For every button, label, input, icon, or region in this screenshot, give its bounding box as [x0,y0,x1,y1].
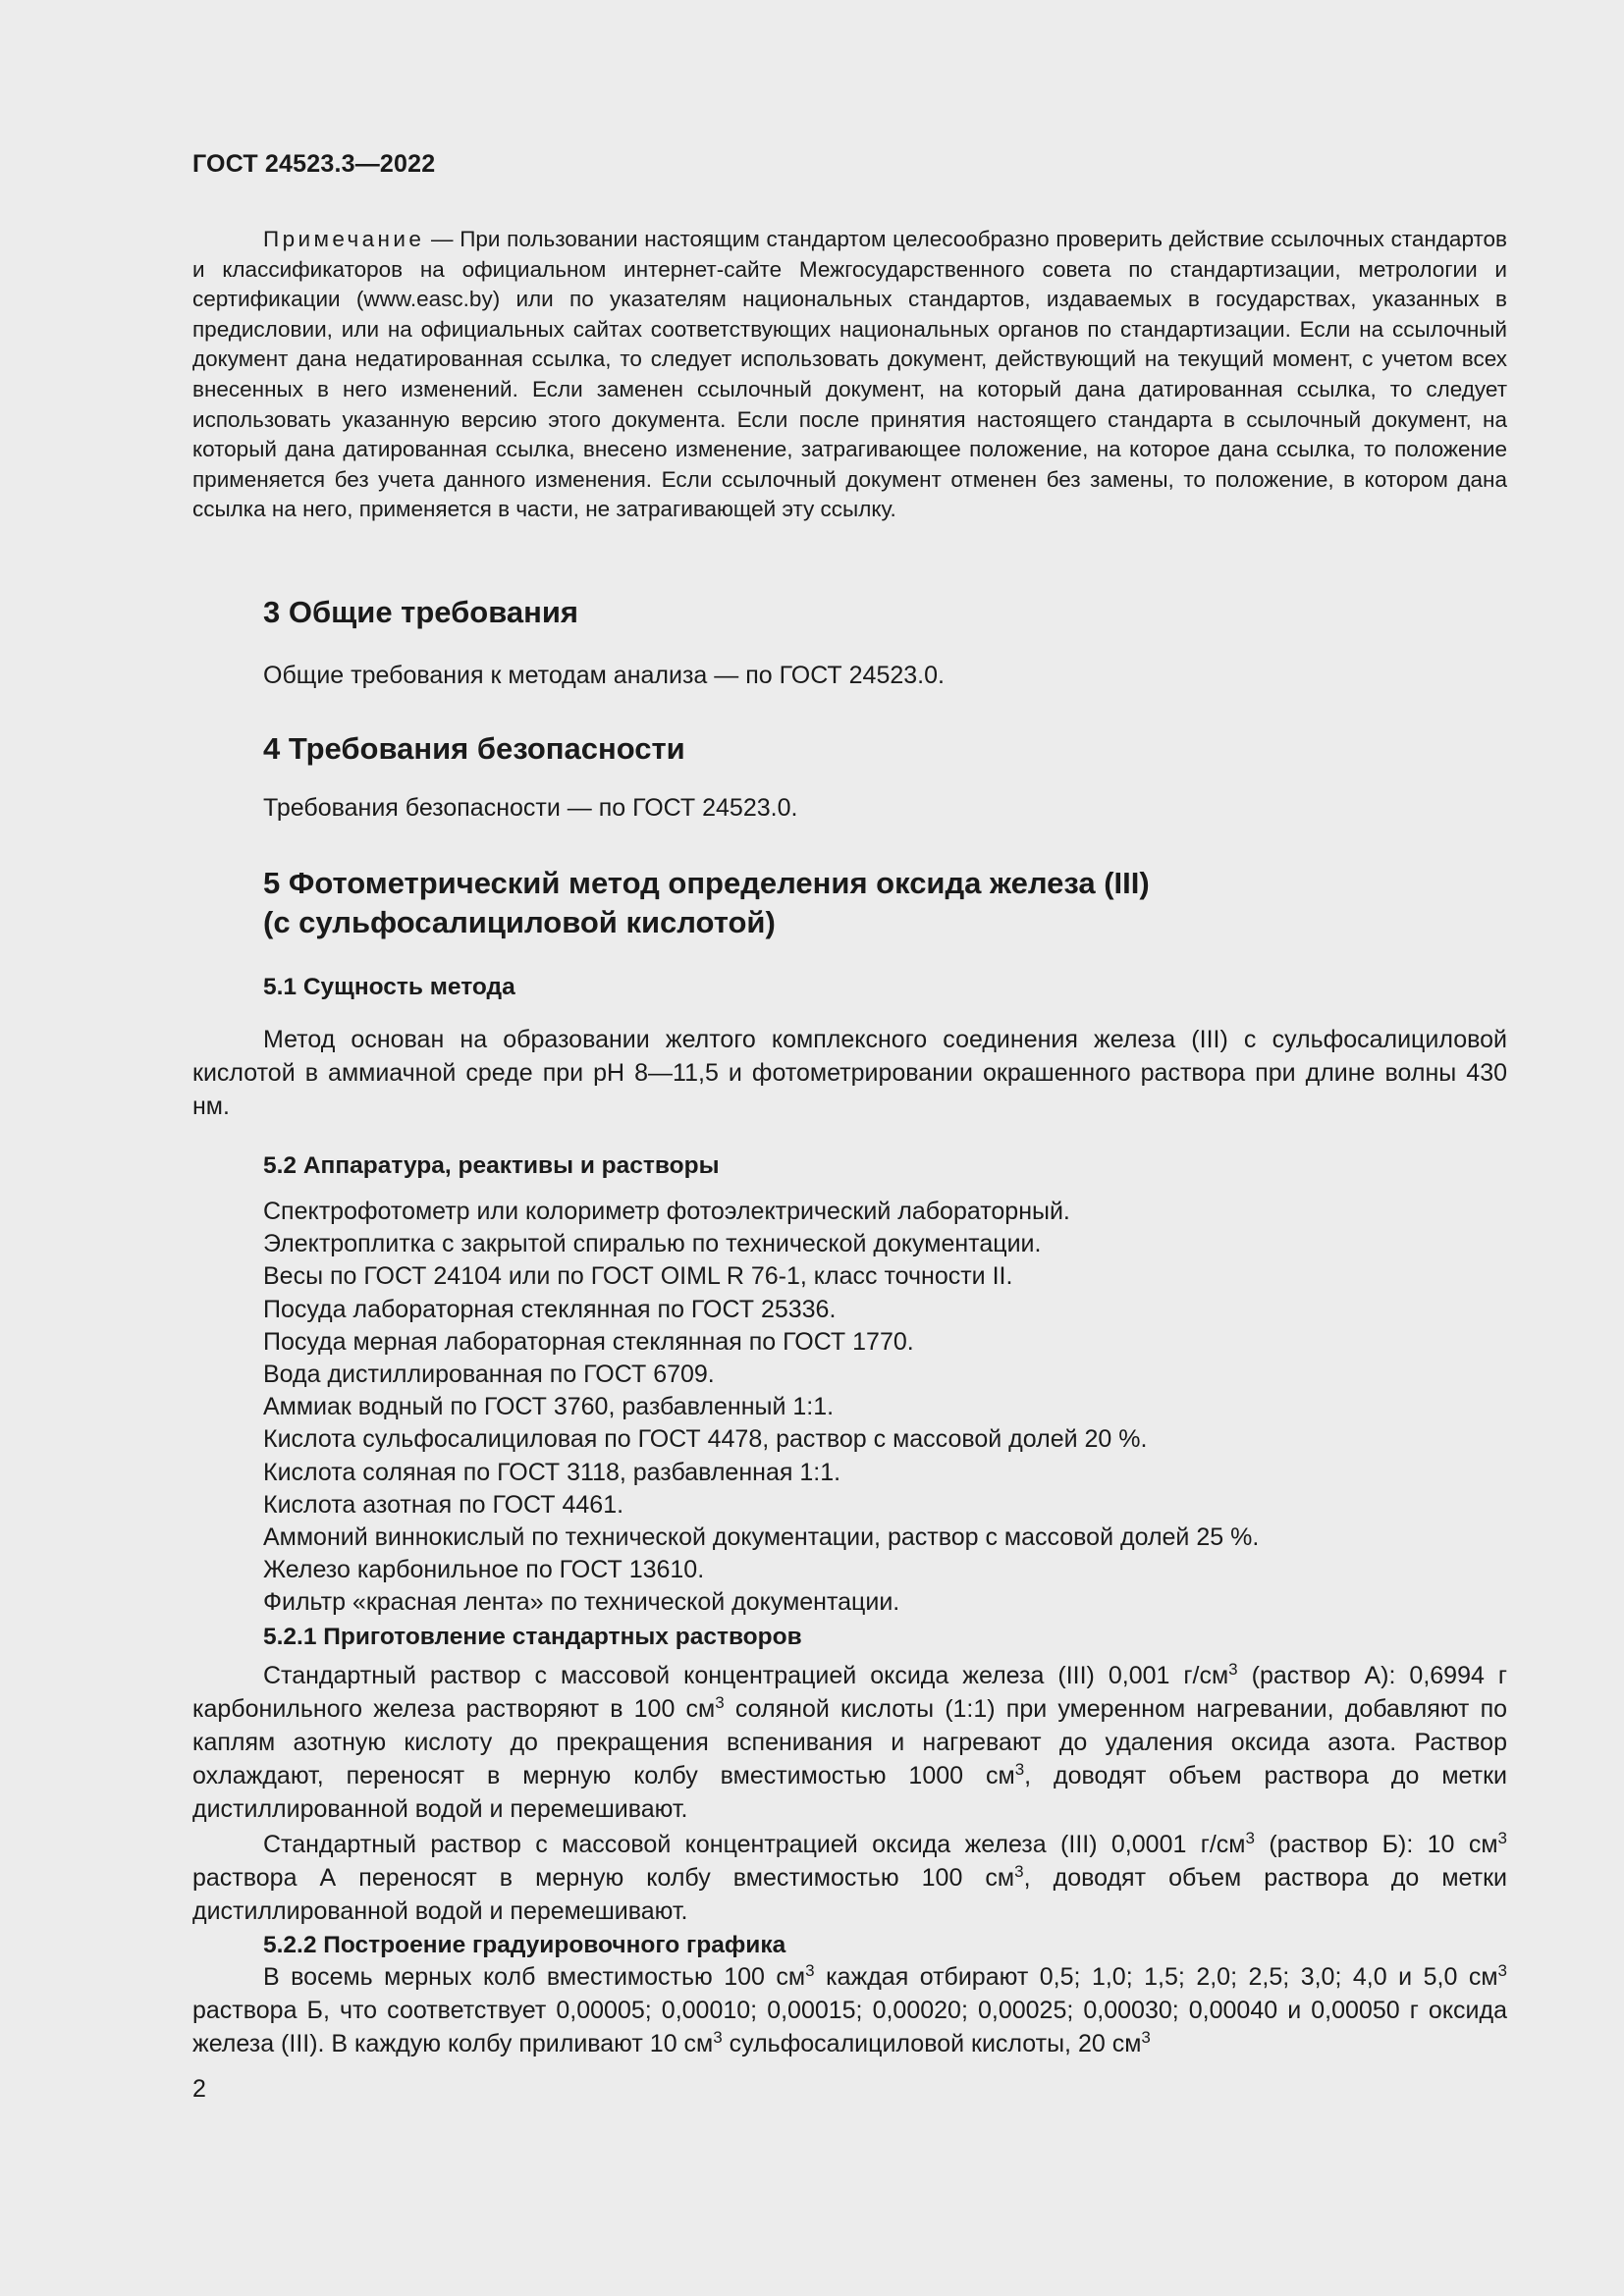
section-5-1-title: 5.1 Сущность метода [263,974,515,1000]
superscript: 3 [1014,1760,1025,1779]
text-run: раствора Б, что соответствует 0,00005; 0,00010; 0,00015; 0,00020; 0,00025; 0,00030; 0,00040 и 0,00050 г оксида железа (III). В каждую колбу приливают 10 см [192,1997,1507,2057]
list-item: Аммиак водный по ГОСТ 3760, разбавленный 1:1. [263,1393,835,1421]
text-run: раствора А переносят в мерную колбу вместимостью 100 см [192,1864,1015,1892]
superscript: 3 [1014,1862,1024,1881]
list-item: Кислота сульфосалициловая по ГОСТ 4478, раствор с массовой долей 20 %. [263,1425,1148,1454]
section-5-2-1-paragraph-1 [192,1659,1507,1826]
section-4-text: Требования безопасности — по ГОСТ 24523.0. [263,794,798,822]
text-run: сульфосалициловой кислоты, 20 см [722,2030,1142,2057]
note-text: — При пользовании настоящим стандартом целесообразно проверить действие ссылочных стандартов и классификаторов на официальном интернет-сайте Межгосударственного совета по стандартизации, метрологии и сертификации (www.easc.by) или по указателям национальных стандартов, издаваемых в государствах, указанных в предисловии, или на официальных сайтах соответствующих национальных органов по стандартизации. Если на ссылочный документ дана недатированная ссылка, то следует использовать документ, действующий на текущий момент, с учетом всех внесенных в него изменений. Если заменен ссылочный документ, на который дана датированная ссылка, то следует использовать указанную версию этого документа. Если после принятия настоящего стандарта в ссылочный документ, на который дана датированная ссылка, внесено изменение, затрагивающее положение, на которое дана ссылка, то положение применяется без учета данного изменения. Если ссылочный документ отменен без замены, то положение, в котором дана ссылка на него, применяется в части, не затрагивающей эту ссылку. [192,227,1507,522]
section-5-2-title: 5.2 Аппаратура, реактивы и растворы [263,1152,720,1179]
list-item: Аммоний виннокислый по технической документации, раствор с массовой долей 25 %. [263,1523,1260,1552]
superscript: 3 [1228,1660,1238,1679]
list-item: Вода дистиллированная по ГОСТ 6709. [263,1361,715,1389]
section-5-2-1-title: 5.2.1 Приготовление стандартных растворов [263,1624,802,1650]
document-header: ГОСТ 24523.3—2022 [192,150,436,178]
section-4-title: 4 Требования безопасности [263,731,685,766]
note-paragraph [192,225,1507,525]
text-run: Стандартный раствор с массовой концентрацией оксида железа (III) 0,001 г/см [263,1662,1229,1689]
list-item: Спектрофотометр или колориметр фотоэлектрический лабораторный. [263,1198,1070,1225]
text-run: , доводят объем раствора до метки дистиллированной водой и перемешивают. [192,1762,1507,1823]
section-5-title-line1: 5 Фотометрический метод определения оксида железа (III) [263,866,1150,900]
list-item: Железо карбонильное по ГОСТ 13610. [263,1556,705,1584]
superscript: 3 [805,1961,815,1980]
list-item: Посуда мерная лабораторная стеклянная по ГОСТ 1770. [263,1327,914,1356]
section-5-title-line2: (с сульфосалициловой кислотой) [263,905,776,939]
section-3-text: Общие требования к методам анализа — по ГОСТ 24523.0. [263,662,945,689]
list-item: Кислота соляная по ГОСТ 3118, разбавленная 1:1. [263,1458,841,1486]
text-run: В восемь мерных колб вместимостью 100 см [263,1963,806,1991]
section-5-2-1-paragraph-2 [192,1828,1507,1928]
section-3-title: 3 Общие требования [263,595,578,629]
section-5-2-2-paragraph [192,1960,1507,2060]
superscript: 3 [713,2028,723,2047]
text-run: (раствор А): 0,6994 г карбонильного железа растворяют в 100 см [192,1662,1507,1723]
superscript: 3 [1497,1961,1507,1980]
list-item: Электроплитка с закрытой спиралью по технической документации. [263,1230,1042,1258]
text-run: соляной кислоты (1:1) при умеренном нагревании, добавляют по каплям азотную кислоту до прекращения вспенивания и нагревают до удаления оксида азота. Раствор охлаждают, переносят в мерную колбу вместимостью 1000 см [192,1695,1508,1789]
list-item: Фильтр «красная лента» по технической документации. [263,1588,900,1617]
section-5-1-text-content: Метод основан на образовании желтого комплексного соединения железа (III) с сульфосалициловой кислотой в аммиачной среде при рН 8—11,5 и фотометрировании окрашенного раствора при длине волны 430 нм. [192,1026,1507,1120]
equipment-list [263,1196,1259,1620]
section-5-2-2-title: 5.2.2 Построение градуировочного графика [263,1932,786,1958]
section-5-1-text [192,1023,1507,1123]
text-run: , доводят объем раствора до метки дистиллированной водой и перемешивают. [192,1864,1507,1925]
text-run: каждая отбирают 0,5; 1,0; 1,5; 2,0; 2,5; 3,0; 4,0 и 5,0 см [814,1963,1498,1991]
section-5-title [263,864,1150,942]
superscript: 3 [1141,2028,1151,2047]
list-item: Кислота азотная по ГОСТ 4461. [263,1490,624,1519]
text-run: Стандартный раствор с массовой концентрацией оксида железа (III) 0,0001 г/см [263,1831,1246,1858]
superscript: 3 [715,1693,725,1712]
page-number: 2 [192,2075,206,2103]
note-label: Примечание [263,227,425,251]
list-item: Весы по ГОСТ 24104 или по ГОСТ OIML R 76-1, класс точности II. [263,1262,1013,1291]
superscript: 3 [1245,1829,1255,1847]
list-item: Посуда лабораторная стеклянная по ГОСТ 25336. [263,1295,837,1323]
text-run: (раствор Б): 10 см [1254,1831,1498,1858]
superscript: 3 [1497,1829,1507,1847]
